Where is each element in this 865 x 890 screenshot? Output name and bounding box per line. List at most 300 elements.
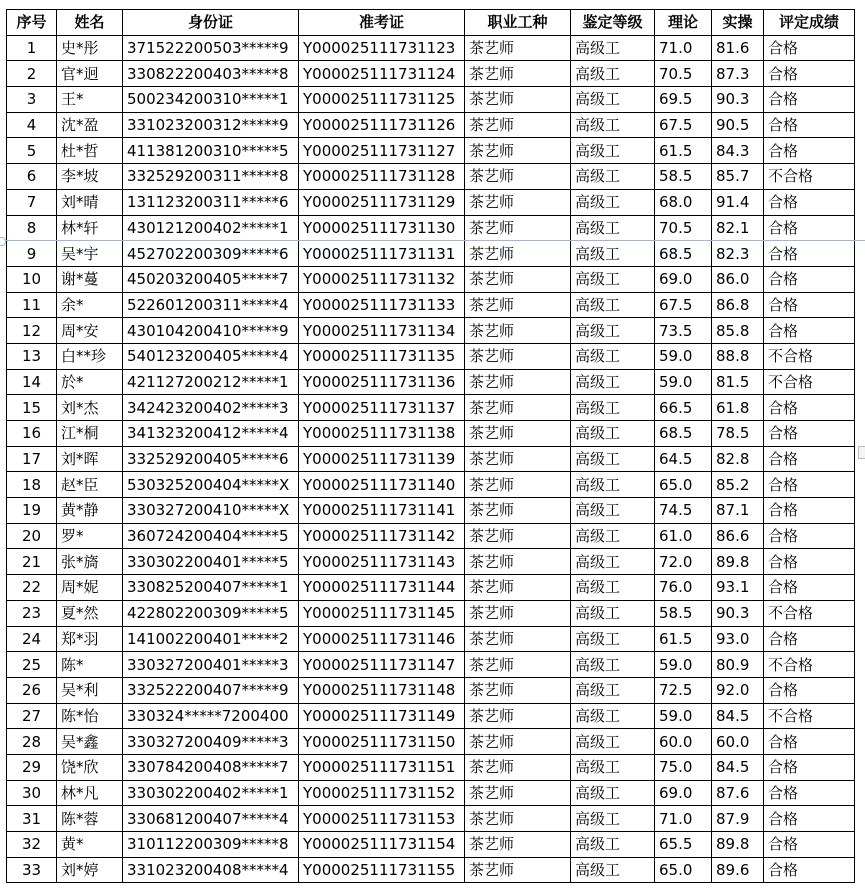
cell-seq: 20 xyxy=(7,523,57,549)
cell-exam-ticket: Y000025111731148 xyxy=(299,677,465,703)
cell-theory: 61.5 xyxy=(655,626,712,652)
cell-name: 陈*蓉 xyxy=(57,806,123,832)
cell-result: 合格 xyxy=(764,138,855,164)
cell-practical: 82.3 xyxy=(712,241,764,267)
cell-exam-ticket: Y000025111731130 xyxy=(299,215,465,241)
cell-seq: 1 xyxy=(7,35,57,61)
cell-theory: 68.5 xyxy=(655,241,712,267)
cell-name: 吴*利 xyxy=(57,677,123,703)
cell-practical: 81.6 xyxy=(712,35,764,61)
cell-id-card: 141002200401*****2 xyxy=(123,626,299,652)
cell-id-card: 430121200402*****1 xyxy=(123,215,299,241)
cell-name: 赵*臣 xyxy=(57,472,123,498)
cell-name: 谢*蔓 xyxy=(57,266,123,292)
cell-theory: 76.0 xyxy=(655,575,712,601)
cell-exam-ticket: Y000025111731140 xyxy=(299,472,465,498)
table-row xyxy=(7,754,855,780)
cell-result: 合格 xyxy=(764,61,855,87)
cell-exam-ticket: Y000025111731129 xyxy=(299,189,465,215)
cell-exam-ticket: Y000025111731138 xyxy=(299,421,465,447)
cell-seq: 30 xyxy=(7,780,57,806)
cell-name: 刘*杰 xyxy=(57,395,123,421)
cell-seq: 7 xyxy=(7,189,57,215)
cell-result: 合格 xyxy=(764,472,855,498)
cell-id-card: 371522200503*****9 xyxy=(123,35,299,61)
cell-name: 陈*怡 xyxy=(57,703,123,729)
cell-occupation: 茶艺师 xyxy=(465,600,571,626)
cell-seq: 13 xyxy=(7,343,57,369)
cell-exam-ticket: Y000025111731146 xyxy=(299,626,465,652)
cell-occupation: 茶艺师 xyxy=(465,832,571,858)
cell-level: 高级工 xyxy=(571,164,655,190)
cell-seq: 17 xyxy=(7,446,57,472)
cell-id-card: 332522200407*****9 xyxy=(123,677,299,703)
cell-result: 合格 xyxy=(764,806,855,832)
cell-seq: 33 xyxy=(7,857,57,883)
cell-exam-ticket: Y000025111731136 xyxy=(299,369,465,395)
table-row xyxy=(7,369,855,395)
cell-level: 高级工 xyxy=(571,61,655,87)
cell-name: 张*旖 xyxy=(57,549,123,575)
cell-practical: 84.5 xyxy=(712,703,764,729)
header-result: 评定成绩 xyxy=(764,10,855,36)
cell-exam-ticket: Y000025111731132 xyxy=(299,266,465,292)
cell-level: 高级工 xyxy=(571,87,655,113)
cell-practical: 89.8 xyxy=(712,832,764,858)
cell-theory: 68.5 xyxy=(655,421,712,447)
cell-level: 高级工 xyxy=(571,138,655,164)
cell-result: 合格 xyxy=(764,241,855,267)
cell-practical: 92.0 xyxy=(712,677,764,703)
cell-occupation: 茶艺师 xyxy=(465,421,571,447)
cell-occupation: 茶艺师 xyxy=(465,806,571,832)
cell-seq: 16 xyxy=(7,421,57,447)
cell-seq: 3 xyxy=(7,87,57,113)
cell-id-card: 530325200404*****X xyxy=(123,472,299,498)
table-row xyxy=(7,832,855,858)
table-row xyxy=(7,189,855,215)
cell-theory: 71.0 xyxy=(655,806,712,832)
cell-level: 高级工 xyxy=(571,241,655,267)
cell-exam-ticket: Y000025111731127 xyxy=(299,138,465,164)
table-row xyxy=(7,806,855,832)
cell-name: 林*凡 xyxy=(57,780,123,806)
cell-exam-ticket: Y000025111731147 xyxy=(299,652,465,678)
cell-theory: 67.5 xyxy=(655,112,712,138)
cell-result: 合格 xyxy=(764,446,855,472)
cell-id-card: 331023200312*****9 xyxy=(123,112,299,138)
header-exam-ticket: 准考证 xyxy=(299,10,465,36)
cell-occupation: 茶艺师 xyxy=(465,164,571,190)
cell-level: 高级工 xyxy=(571,112,655,138)
cell-result: 不合格 xyxy=(764,369,855,395)
cell-seq: 8 xyxy=(7,215,57,241)
cell-id-card: 332529200311*****8 xyxy=(123,164,299,190)
cell-occupation: 茶艺师 xyxy=(465,498,571,524)
cell-exam-ticket: Y000025111731134 xyxy=(299,318,465,344)
cell-seq: 26 xyxy=(7,677,57,703)
cell-exam-ticket: Y000025111731126 xyxy=(299,112,465,138)
cell-name: 吴*宇 xyxy=(57,241,123,267)
cell-occupation: 茶艺师 xyxy=(465,87,571,113)
cell-seq: 24 xyxy=(7,626,57,652)
cell-theory: 58.5 xyxy=(655,164,712,190)
cell-practical: 90.3 xyxy=(712,87,764,113)
cell-occupation: 茶艺师 xyxy=(465,626,571,652)
table-row xyxy=(7,729,855,755)
cell-id-card: 330302200401*****5 xyxy=(123,549,299,575)
cell-occupation: 茶艺师 xyxy=(465,343,571,369)
table-row xyxy=(7,703,855,729)
cell-exam-ticket: Y000025111731154 xyxy=(299,832,465,858)
cell-level: 高级工 xyxy=(571,523,655,549)
cell-occupation: 茶艺师 xyxy=(465,266,571,292)
cell-level: 高级工 xyxy=(571,369,655,395)
cell-exam-ticket: Y000025111731151 xyxy=(299,754,465,780)
cell-occupation: 茶艺师 xyxy=(465,189,571,215)
cell-result: 合格 xyxy=(764,549,855,575)
cell-level: 高级工 xyxy=(571,780,655,806)
cell-occupation: 茶艺师 xyxy=(465,292,571,318)
cell-seq: 25 xyxy=(7,652,57,678)
cell-theory: 59.0 xyxy=(655,369,712,395)
cell-seq: 11 xyxy=(7,292,57,318)
cell-seq: 32 xyxy=(7,832,57,858)
cell-practical: 81.5 xyxy=(712,369,764,395)
cell-practical: 87.3 xyxy=(712,61,764,87)
cell-id-card: 360724200404*****5 xyxy=(123,523,299,549)
cell-exam-ticket: Y000025111731145 xyxy=(299,600,465,626)
cell-occupation: 茶艺师 xyxy=(465,780,571,806)
table-row xyxy=(7,35,855,61)
cell-level: 高级工 xyxy=(571,318,655,344)
cell-result: 合格 xyxy=(764,857,855,883)
cell-theory: 69.5 xyxy=(655,87,712,113)
cell-id-card: 131123200311*****6 xyxy=(123,189,299,215)
cell-practical: 84.5 xyxy=(712,754,764,780)
cell-id-card: 450203200405*****7 xyxy=(123,266,299,292)
table-row xyxy=(7,61,855,87)
cell-exam-ticket: Y000025111731153 xyxy=(299,806,465,832)
cell-seq: 2 xyxy=(7,61,57,87)
cell-theory: 64.5 xyxy=(655,446,712,472)
header-id-card: 身份证 xyxy=(123,10,299,36)
cell-result: 合格 xyxy=(764,189,855,215)
cell-result: 不合格 xyxy=(764,652,855,678)
cell-theory: 71.0 xyxy=(655,35,712,61)
cell-seq: 4 xyxy=(7,112,57,138)
cell-id-card: 330825200407*****1 xyxy=(123,575,299,601)
cell-level: 高级工 xyxy=(571,292,655,318)
cell-occupation: 茶艺师 xyxy=(465,677,571,703)
table-row xyxy=(7,857,855,883)
cell-result: 合格 xyxy=(764,780,855,806)
cell-name: 周*妮 xyxy=(57,575,123,601)
cell-level: 高级工 xyxy=(571,266,655,292)
cell-id-card: 330302200402*****1 xyxy=(123,780,299,806)
cell-name: 李*坡 xyxy=(57,164,123,190)
cell-result: 合格 xyxy=(764,395,855,421)
cell-theory: 75.0 xyxy=(655,754,712,780)
cell-name: 王* xyxy=(57,87,123,113)
table-row xyxy=(7,472,855,498)
cell-result: 合格 xyxy=(764,677,855,703)
cell-exam-ticket: Y000025111731155 xyxy=(299,857,465,883)
cell-id-card: 310112200309*****8 xyxy=(123,832,299,858)
cell-theory: 59.0 xyxy=(655,343,712,369)
cell-seq: 22 xyxy=(7,575,57,601)
cell-seq: 23 xyxy=(7,600,57,626)
header-practical: 实操 xyxy=(712,10,764,36)
cell-name: 夏*然 xyxy=(57,600,123,626)
cell-id-card: 341323200412*****4 xyxy=(123,421,299,447)
cell-name: 黄*静 xyxy=(57,498,123,524)
cell-theory: 65.5 xyxy=(655,832,712,858)
table-row xyxy=(7,215,855,241)
cell-seq: 19 xyxy=(7,498,57,524)
cell-id-card: 452702200309*****6 xyxy=(123,241,299,267)
cell-result: 合格 xyxy=(764,832,855,858)
cell-exam-ticket: Y000025111731139 xyxy=(299,446,465,472)
cell-result: 不合格 xyxy=(764,343,855,369)
cell-name: 刘*婷 xyxy=(57,857,123,883)
table-row xyxy=(7,677,855,703)
table-row xyxy=(7,446,855,472)
cell-practical: 82.1 xyxy=(712,215,764,241)
cell-id-card: 331023200408*****4 xyxy=(123,857,299,883)
cell-exam-ticket: Y000025111731123 xyxy=(299,35,465,61)
cell-result: 合格 xyxy=(764,215,855,241)
cell-practical: 85.8 xyxy=(712,318,764,344)
cell-level: 高级工 xyxy=(571,677,655,703)
cell-name: 沈*盈 xyxy=(57,112,123,138)
cell-id-card: 421127200212*****1 xyxy=(123,369,299,395)
cell-theory: 66.5 xyxy=(655,395,712,421)
cell-level: 高级工 xyxy=(571,575,655,601)
cell-result: 不合格 xyxy=(764,164,855,190)
cell-exam-ticket: Y000025111731124 xyxy=(299,61,465,87)
cell-name: 刘*晖 xyxy=(57,446,123,472)
cell-seq: 10 xyxy=(7,266,57,292)
cell-seq: 29 xyxy=(7,754,57,780)
table-row xyxy=(7,575,855,601)
cell-theory: 60.0 xyxy=(655,729,712,755)
cell-occupation: 茶艺师 xyxy=(465,575,571,601)
cell-result: 合格 xyxy=(764,35,855,61)
cell-seq: 21 xyxy=(7,549,57,575)
cell-theory: 58.5 xyxy=(655,600,712,626)
cell-practical: 86.0 xyxy=(712,266,764,292)
cell-practical: 85.7 xyxy=(712,164,764,190)
cell-seq: 5 xyxy=(7,138,57,164)
cell-name: 白**珍 xyxy=(57,343,123,369)
cell-occupation: 茶艺师 xyxy=(465,549,571,575)
cell-level: 高级工 xyxy=(571,600,655,626)
cell-exam-ticket: Y000025111731131 xyxy=(299,241,465,267)
cell-seq: 14 xyxy=(7,369,57,395)
table-row xyxy=(7,266,855,292)
cell-id-card: 330784200408*****7 xyxy=(123,754,299,780)
cell-occupation: 茶艺师 xyxy=(465,652,571,678)
cell-practical: 90.5 xyxy=(712,112,764,138)
cell-result: 合格 xyxy=(764,421,855,447)
cell-level: 高级工 xyxy=(571,652,655,678)
cell-occupation: 茶艺师 xyxy=(465,446,571,472)
cell-occupation: 茶艺师 xyxy=(465,523,571,549)
cell-level: 高级工 xyxy=(571,446,655,472)
cell-theory: 61.5 xyxy=(655,138,712,164)
cell-level: 高级工 xyxy=(571,857,655,883)
cell-level: 高级工 xyxy=(571,729,655,755)
cell-name: 史*彤 xyxy=(57,35,123,61)
cell-theory: 67.5 xyxy=(655,292,712,318)
page-break-guide-line xyxy=(0,240,865,241)
cell-occupation: 茶艺师 xyxy=(465,472,571,498)
cell-practical: 87.1 xyxy=(712,498,764,524)
cell-id-card: 330324*****7200400 xyxy=(123,703,299,729)
table-row xyxy=(7,138,855,164)
cell-theory: 70.5 xyxy=(655,61,712,87)
cell-level: 高级工 xyxy=(571,549,655,575)
cell-occupation: 茶艺师 xyxy=(465,857,571,883)
cell-level: 高级工 xyxy=(571,472,655,498)
cell-name: 郑*羽 xyxy=(57,626,123,652)
cell-practical: 87.6 xyxy=(712,780,764,806)
cell-level: 高级工 xyxy=(571,806,655,832)
cell-seq: 27 xyxy=(7,703,57,729)
table-row xyxy=(7,241,855,267)
cell-result: 合格 xyxy=(764,729,855,755)
cell-name: 罗* xyxy=(57,523,123,549)
cell-theory: 59.0 xyxy=(655,703,712,729)
cell-result: 合格 xyxy=(764,575,855,601)
cell-practical: 93.1 xyxy=(712,575,764,601)
cell-seq: 18 xyxy=(7,472,57,498)
cell-exam-ticket: Y000025111731152 xyxy=(299,780,465,806)
cell-id-card: 430104200410*****9 xyxy=(123,318,299,344)
cell-id-card: 500234200310*****1 xyxy=(123,87,299,113)
header-occupation: 职业工种 xyxy=(465,10,571,36)
cell-name: 杜*哲 xyxy=(57,138,123,164)
cell-id-card: 330327200401*****3 xyxy=(123,652,299,678)
table-row xyxy=(7,343,855,369)
cell-id-card: 411381200310*****5 xyxy=(123,138,299,164)
cell-level: 高级工 xyxy=(571,832,655,858)
table-body xyxy=(7,35,855,883)
cell-theory: 65.0 xyxy=(655,857,712,883)
table-row xyxy=(7,395,855,421)
cell-name: 周*安 xyxy=(57,318,123,344)
cell-name: 於* xyxy=(57,369,123,395)
cell-result: 合格 xyxy=(764,292,855,318)
table-row xyxy=(7,523,855,549)
cell-theory: 69.0 xyxy=(655,780,712,806)
cell-seq: 31 xyxy=(7,806,57,832)
cell-occupation: 茶艺师 xyxy=(465,369,571,395)
cell-occupation: 茶艺师 xyxy=(465,729,571,755)
cell-theory: 68.0 xyxy=(655,189,712,215)
cell-practical: 80.9 xyxy=(712,652,764,678)
cell-result: 不合格 xyxy=(764,600,855,626)
cell-id-card: 330822200403*****8 xyxy=(123,61,299,87)
cell-exam-ticket: Y000025111731135 xyxy=(299,343,465,369)
cell-seq: 12 xyxy=(7,318,57,344)
cell-practical: 89.8 xyxy=(712,549,764,575)
cell-name: 官*迥 xyxy=(57,61,123,87)
cell-name: 黄* xyxy=(57,832,123,858)
cell-practical: 88.8 xyxy=(712,343,764,369)
cell-theory: 70.5 xyxy=(655,215,712,241)
cell-theory: 59.0 xyxy=(655,652,712,678)
cell-name: 余* xyxy=(57,292,123,318)
cell-seq: 9 xyxy=(7,241,57,267)
cell-exam-ticket: Y000025111731149 xyxy=(299,703,465,729)
cell-practical: 84.3 xyxy=(712,138,764,164)
cell-id-card: 332529200405*****6 xyxy=(123,446,299,472)
cell-practical: 78.5 xyxy=(712,421,764,447)
cell-occupation: 茶艺师 xyxy=(465,112,571,138)
cell-level: 高级工 xyxy=(571,498,655,524)
cell-practical: 86.6 xyxy=(712,523,764,549)
table-row xyxy=(7,164,855,190)
cell-result: 合格 xyxy=(764,266,855,292)
cell-level: 高级工 xyxy=(571,626,655,652)
table-row xyxy=(7,87,855,113)
cell-id-card: 540123200405*****4 xyxy=(123,343,299,369)
cell-exam-ticket: Y000025111731141 xyxy=(299,498,465,524)
cell-result: 合格 xyxy=(764,498,855,524)
scroll-handle[interactable] xyxy=(858,446,865,459)
table-row xyxy=(7,780,855,806)
cell-exam-ticket: Y000025111731150 xyxy=(299,729,465,755)
header-name: 姓名 xyxy=(57,10,123,36)
table-row xyxy=(7,498,855,524)
cell-exam-ticket: Y000025111731125 xyxy=(299,87,465,113)
cell-occupation: 茶艺师 xyxy=(465,215,571,241)
cell-result: 合格 xyxy=(764,626,855,652)
table-row xyxy=(7,318,855,344)
table-row xyxy=(7,652,855,678)
header-level: 鉴定等级 xyxy=(571,10,655,36)
cell-exam-ticket: Y000025111731133 xyxy=(299,292,465,318)
cell-id-card: 330327200410*****X xyxy=(123,498,299,524)
cell-id-card: 522601200311*****4 xyxy=(123,292,299,318)
cell-exam-ticket: Y000025111731128 xyxy=(299,164,465,190)
cell-practical: 60.0 xyxy=(712,729,764,755)
cell-level: 高级工 xyxy=(571,703,655,729)
cell-exam-ticket: Y000025111731142 xyxy=(299,523,465,549)
cell-seq: 6 xyxy=(7,164,57,190)
cell-exam-ticket: Y000025111731144 xyxy=(299,575,465,601)
cell-practical: 87.9 xyxy=(712,806,764,832)
cell-result: 合格 xyxy=(764,87,855,113)
cell-id-card: 342423200402*****3 xyxy=(123,395,299,421)
cell-theory: 72.5 xyxy=(655,677,712,703)
table-row xyxy=(7,549,855,575)
cell-practical: 89.6 xyxy=(712,857,764,883)
cell-name: 江*桐 xyxy=(57,421,123,447)
cell-theory: 61.0 xyxy=(655,523,712,549)
cell-occupation: 茶艺师 xyxy=(465,241,571,267)
cell-level: 高级工 xyxy=(571,421,655,447)
cell-seq: 15 xyxy=(7,395,57,421)
cell-result: 合格 xyxy=(764,754,855,780)
cell-seq: 28 xyxy=(7,729,57,755)
cell-level: 高级工 xyxy=(571,189,655,215)
cell-level: 高级工 xyxy=(571,754,655,780)
table-row xyxy=(7,421,855,447)
cell-result: 不合格 xyxy=(764,703,855,729)
